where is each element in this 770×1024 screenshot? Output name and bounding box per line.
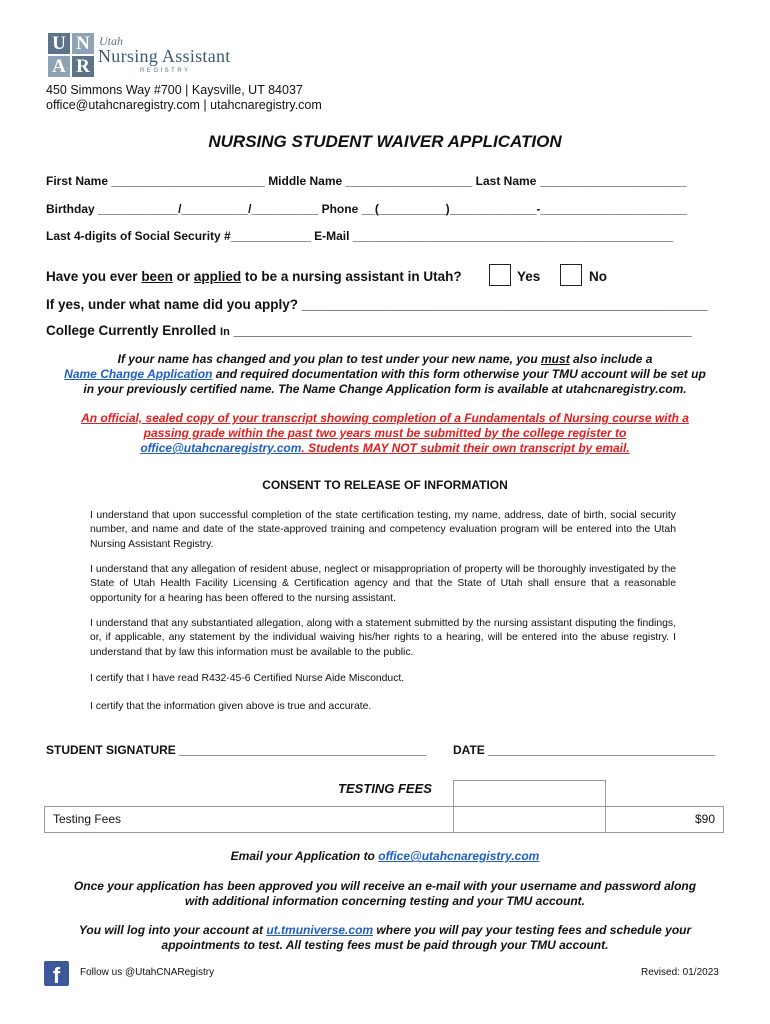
fees-amount-cell: $90 xyxy=(606,806,724,832)
transcript-email-link[interactable]: office@utahcnaregistry.com xyxy=(140,441,302,455)
college-field[interactable]: College Currently Enrolled In _____________________________________________________________ xyxy=(46,323,692,338)
no-checkbox[interactable] xyxy=(560,264,582,286)
login-info: You will log into your account at ut.tmuniverse.com where you will pay your testing fees and schedule your appointments to test. All testing fees must be paid through your TMU account. xyxy=(78,923,692,952)
applied-emphasis: applied xyxy=(193,269,242,284)
prior-name-field[interactable]: If yes, under what name did you apply? ______________________________________________________ xyxy=(46,297,708,312)
consent-paragraph-3: I understand that any substantiated allegation, along with a statement submitted by the nursing assistant disputing the findings, or, if applicable, any statement by the individual waiving his/her rights to a hearing, will be entered into the abuse registry. I understand that by law this information must be available to the public. xyxy=(90,618,676,658)
been-emphasis: been xyxy=(141,269,173,284)
consent-paragraph-5: I certify that the information given above is true and accurate. xyxy=(90,701,372,712)
name-fields[interactable]: First Name _______________________ Middle Name ___________________ Last Name ______________________ xyxy=(46,174,687,188)
fees-label-cell: Testing Fees xyxy=(45,806,454,832)
transcript-note: An official, sealed copy of your transcript showing completion of a Fundamentals of Nursing course with a passing grade within the past two years must be submitted by the college register to office@utahcnaregistry.com. Students MAY NOT submit their own transcript by email. xyxy=(81,411,689,455)
ssn-email-fields[interactable]: Last 4-digits of Social Security #____________ E-Mail ________________________________________________ xyxy=(46,229,674,243)
logo-name: Nursing Assistant xyxy=(98,46,231,66)
registry-logo xyxy=(48,33,94,77)
fees-row xyxy=(45,806,724,832)
tmu-link[interactable]: ut.tmuniverse.com xyxy=(266,923,374,937)
revised-date: Revised: 01/2023 xyxy=(641,967,719,978)
logo-letter-a: A xyxy=(48,56,70,77)
consent-paragraph-1: I understand that upon successful completion of the state certification testing, my name, address, date of birth, social security number, and name and date of the state-approved training and competency evaluation program will be entered into the Utah Nursing Assistant Registry. xyxy=(90,510,676,550)
facebook-icon[interactable]: f xyxy=(44,961,69,986)
logo-registry: REGISTRY xyxy=(140,68,191,74)
email-instruction: Email your Application to office@utahcnaregistry.com xyxy=(230,849,540,863)
consent-title: CONSENT TO RELEASE OF INFORMATION xyxy=(262,478,508,492)
logo-state: Utah xyxy=(99,34,123,48)
fees-blank-cell xyxy=(454,806,606,832)
name-change-link[interactable]: Name Change Application xyxy=(64,367,213,381)
contact-line: office@utahcnaregistry.com | utahcnaregistry.com xyxy=(46,98,322,112)
application-email-link[interactable]: office@utahcnaregistry.com xyxy=(378,849,540,863)
fees-heading: TESTING FEES xyxy=(338,781,432,796)
prior-cna-question: Have you ever been or applied to be a nursing assistant in Utah? xyxy=(46,269,462,284)
logo-letter-u: U xyxy=(48,33,70,54)
consent-paragraph-4: I certify that I have read R432-45-6 Certified Nurse Aide Misconduct. xyxy=(90,673,405,684)
page-title: NURSING STUDENT WAIVER APPLICATION xyxy=(208,132,562,151)
birthday-phone-fields[interactable]: Birthday ____________/__________/__________ Phone __(__________)_____________-______________________ xyxy=(46,202,688,216)
logo-letter-r: R xyxy=(72,56,94,77)
date-field[interactable]: DATE __________________________________ xyxy=(453,743,716,757)
yes-checkbox[interactable] xyxy=(489,264,511,286)
address-line: 450 Simmons Way #700 | Kaysville, UT 84037 xyxy=(46,83,303,97)
student-signature-field[interactable]: STUDENT SIGNATURE _____________________________________ xyxy=(46,743,427,757)
no-label: No xyxy=(589,269,607,284)
approval-info: Once your application has been approved you will receive an e-mail with your username and password along with additional information concerning testing and your TMU account. xyxy=(73,879,697,908)
yes-label: Yes xyxy=(517,269,541,284)
consent-paragraph-2: I understand that any allegation of resident abuse, neglect or misappropriation of property will be thoroughly investigated by the State of Utah Health Facility Licensing & Certification agency and that the State of Utah shall ensure that a reasonable opportunity for a hearing has been offered to the nursing assistant. xyxy=(90,564,676,604)
name-change-note: If your name has changed and you plan to test under your new name, you must also include a Name Change Application and required documentation with this form otherwise your TMU account will be set up in your previously certified name. The Name Change Application form is available at utahcnaregistry.com. xyxy=(64,352,706,396)
follow-us-text: Follow us @UtahCNARegistry xyxy=(80,967,215,978)
logo-letter-n: N xyxy=(72,33,94,54)
